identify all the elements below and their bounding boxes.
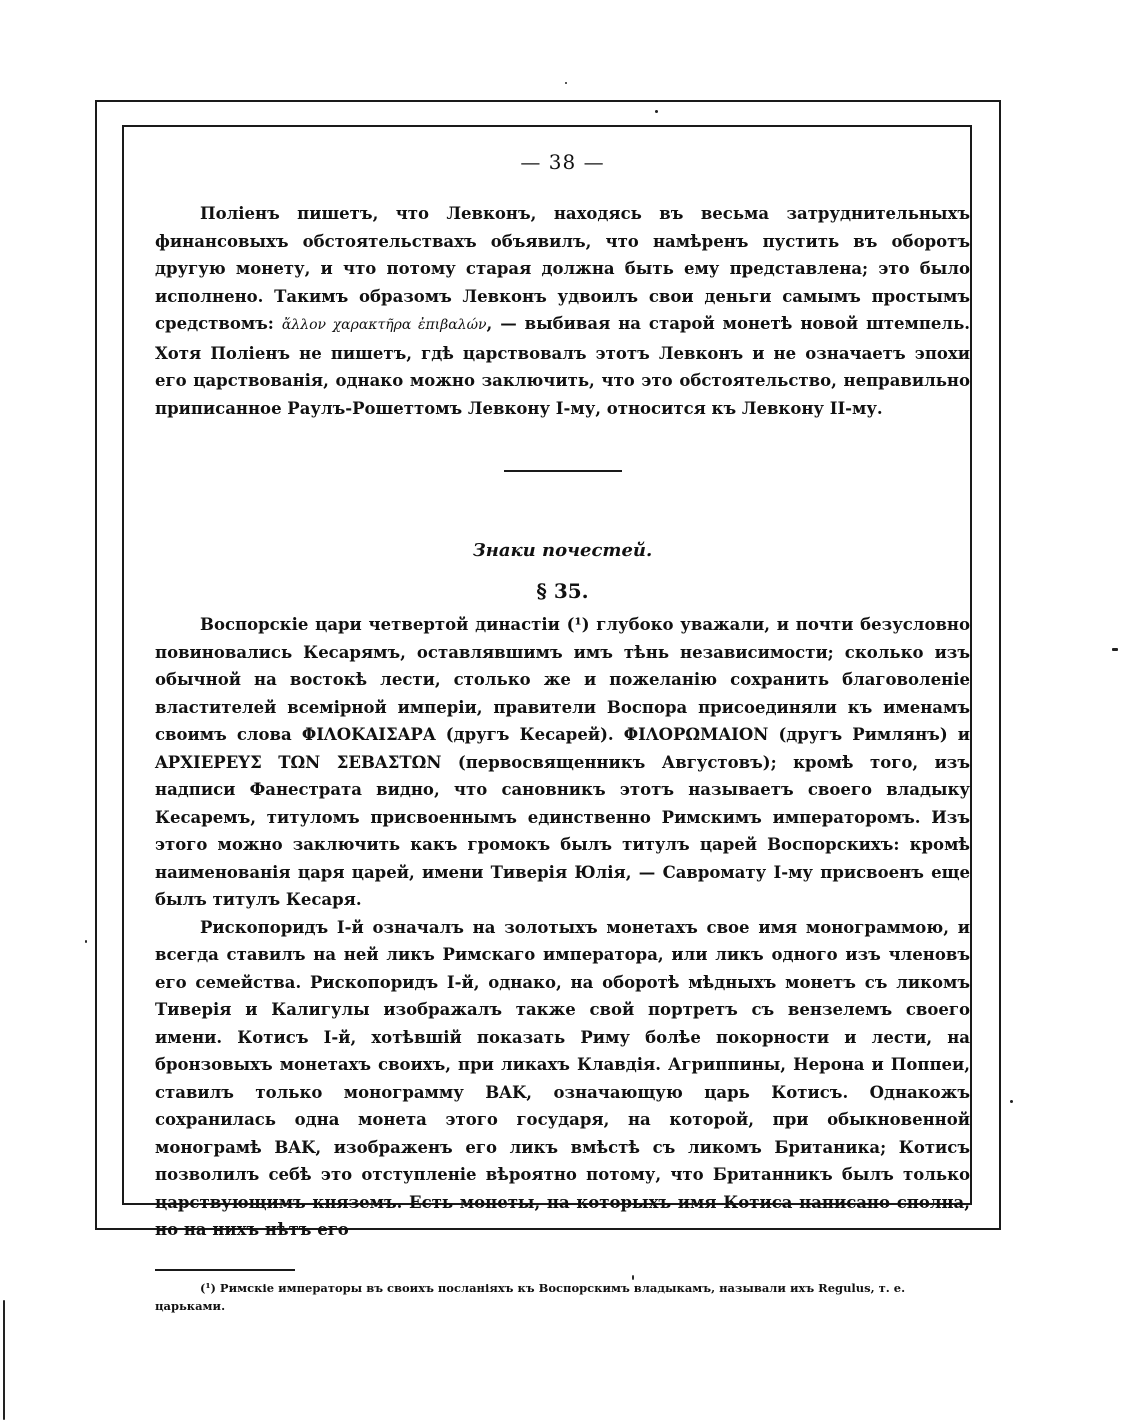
section-number: § 35. (536, 579, 589, 603)
paragraph-2: Рископоридъ I-й означалъ на золотыхъ монетахъ свое имя монограммою, и всегда ставилъ на ней ликъ Римскаго императора, или ликъ одного изъ членовъ его семейства. Рископоридъ I-й, однако, на оборотѣ мѣдныхъ монетъ съ ликомъ Тиверія и Калигулы изображалъ также свой портретъ съ вензелемъ своего имени. Котисъ I-й, хотѣвшій показать Риму болѣе покорности и лести, на бронзовыхъ монетахъ своихъ, при ликахъ Клавдія. Агриппины, Нерона и Поппеи, ставилъ только монограмму ΒΑΚ, означающую царь Котисъ. Однакожъ сохранилась одна монета этого государя, на которой, при обыкновенной монограмѣ ΒΑΚ, изображенъ его ликъ вмѣстѣ съ ликомъ Британика; Котисъ позволилъ себѣ это отступленіе вѣроятно потому, что Британникъ былъ только царствующимъ княземъ. Есть монеты, на которыхъ имя Котиса написано сполна, но на нихъ нѣтъ его (155, 917, 970, 1239)
page-number: — 38 — (520, 150, 605, 174)
scan-speck (632, 1275, 634, 1280)
footnote-rule (155, 1269, 295, 1271)
page-content (155, 150, 970, 1315)
scan-speck (1010, 1100, 1013, 1103)
section-divider (504, 470, 622, 472)
footnote: (¹) Римскіе императоры въ своихъ посланіяхъ къ Воспорскимъ владыкамъ, называли ихъ Regulus, т. е. царьками. (155, 1280, 906, 1313)
greek-quote: ἄλλον χαρακτῆρα ἐπιβαλών (281, 317, 487, 333)
intro-paragraph (155, 200, 970, 422)
scan-speck (565, 82, 567, 84)
paragraph-1: Воспорскіе цари четвертой династіи (¹) глубоко уважали, и почти безусловно повиновались Кесарямъ, оставлявшимъ имъ тѣнь независимости; сколько изъ обычной на востокѣ лести, столько же и пожеланію сохранить благоволеніе властителей всемірной имперіи, правители Воспора присоединяли къ именамъ своимъ слова ΦΙΛΟΚΑΙΣΑΡΑ (другъ Кесарей). ΦΙΛΟΡΩΜΑΙΟΝ (другъ Римлянъ) и ΑΡΧΙΕΡΕΥΣ ΤΩΝ ΣΕΒΑΣΤΩΝ (первосвященникъ Августовъ); кромѣ того, изъ надписи Фанестрата видно, что сановникъ этотъ называетъ своего владыку Кесаремъ, титуломъ присвоеннымъ единственно Римскимъ императоромъ. Изъ этого можно заключить какъ громокъ былъ титулъ царей Воспорскихъ: кромѣ наименованія царя царей, имени Тиверія Юлія, — Савромату I-му присвоенъ еще былъ титулъ Кесаря. (155, 615, 970, 909)
scan-speck (655, 110, 658, 113)
scan-speck (3, 1300, 5, 1420)
intro-paragraph-end: , — выбивая на старой монетѣ новой штемпель. Хотя Поліенъ не пишетъ, гдѣ царствовалъ этотъ Левконъ и не означаетъ эпохи его царствованія, однако можно заключить, что это обстоятельство, неправильно приписанное Раулъ-Рошеттомъ Левкону I-му, относится къ Левкону II-му. (155, 314, 971, 418)
intro-paragraph-text: Поліенъ пишетъ, что Левконъ, находясь въ весьма затруднительныхъ финансовыхъ обстоятельствахъ объявилъ, что намѣренъ пустить въ оборотъ другую монету, и что потому старая должна быть ему представлена; это было исполнено. Такимъ образомъ Левконъ удвоилъ свои деньги самымъ простымъ средствомъ: (155, 204, 970, 333)
scan-speck (85, 940, 87, 943)
section-heading: Знаки почестей. (472, 540, 653, 561)
scan-speck (1112, 648, 1118, 651)
